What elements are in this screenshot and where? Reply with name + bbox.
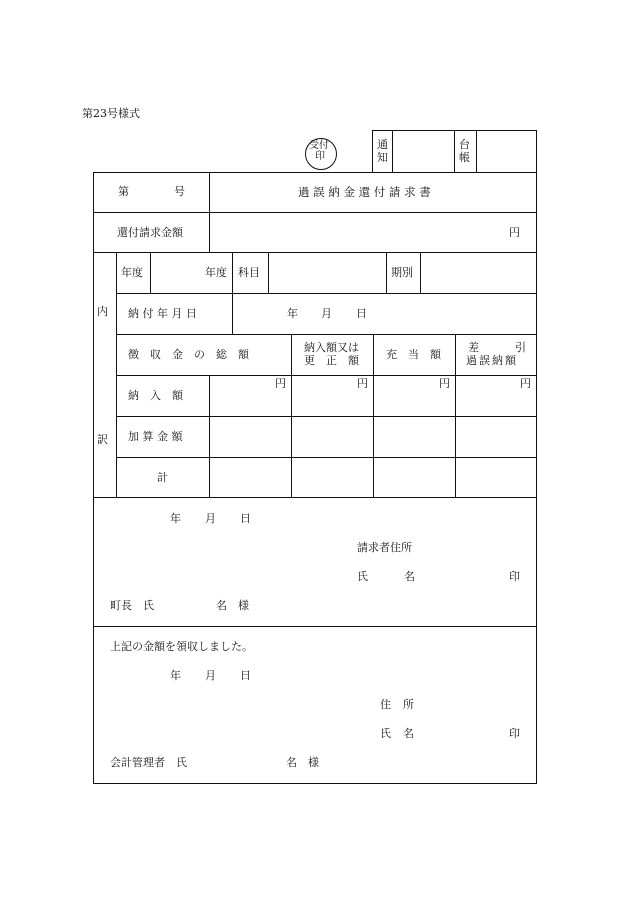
refund-amount-unit: 円 — [509, 226, 520, 239]
accounting-officer: 会計管理者 氏 — [110, 756, 187, 769]
period-label: 期別 — [391, 266, 413, 279]
col-line-420 — [420, 252, 421, 293]
yen-col-1: 円 — [275, 377, 286, 390]
col-line-116 — [116, 252, 117, 497]
diff-header-1a: 差 — [468, 341, 479, 354]
col-line-150 — [150, 252, 151, 293]
fiscal-year-label: 年度 — [121, 266, 143, 279]
subject-label: 科目 — [238, 266, 260, 279]
requester-seal: 印 — [509, 570, 520, 583]
request-month: 月 — [205, 512, 216, 525]
payment-year: 年 — [287, 307, 298, 320]
corrected-header-1: 納入額又は — [304, 341, 359, 354]
addressee-honorific: 名 様 — [216, 599, 249, 612]
receipt-name-b: 名 — [403, 727, 414, 740]
refund-amount-label: 還付請求金額 — [117, 226, 183, 239]
table-left-border — [93, 172, 94, 784]
applied-header: 充 当 額 — [386, 348, 441, 361]
ledger-char-2: 帳 — [459, 151, 470, 164]
document-title: 過 誤 納 金 還 付 請 求 書 — [298, 185, 431, 199]
row-line-252 — [93, 252, 537, 253]
stamp-text-2: 印 — [315, 151, 325, 162]
table-bottom-border — [93, 783, 537, 784]
requester-name-b: 名 — [404, 570, 415, 583]
receipt-year: 年 — [170, 669, 181, 682]
payment-day: 日 — [356, 307, 367, 320]
breakdown-char-1: 内 — [97, 305, 108, 318]
receipt-name-a: 氏 — [380, 727, 391, 740]
number-label-b: 号 — [174, 185, 185, 198]
col-line-209-top — [209, 172, 210, 252]
receipt-address-a: 住 — [380, 698, 391, 711]
row-line-457 — [116, 457, 537, 458]
surcharge-label: 加 算 金 額 — [128, 430, 183, 443]
col-line-232 — [232, 252, 233, 334]
requester-address-label: 請求者住所 — [357, 541, 412, 554]
total-collection-header: 徴 収 金 の 総 額 — [128, 348, 249, 361]
accounting-officer-honorific: 名 様 — [286, 756, 319, 769]
col-line-209-bottom — [209, 375, 210, 497]
box-divider-3 — [476, 130, 477, 172]
yen-col-2: 円 — [357, 377, 368, 390]
row-line-497 — [93, 497, 537, 498]
receipt-address-b: 所 — [403, 698, 414, 711]
col-line-455 — [455, 334, 456, 497]
diff-header-1b: 引 — [515, 341, 526, 354]
request-day: 日 — [240, 512, 251, 525]
yen-col-3: 円 — [439, 377, 450, 390]
row-line-416 — [116, 416, 537, 417]
notice-char-2: 知 — [377, 151, 388, 164]
notice-char-1: 通 — [377, 138, 388, 151]
addressee-mayor: 町長 氏 — [110, 599, 154, 612]
col-line-291 — [291, 334, 292, 497]
corrected-header-2: 更 正 額 — [304, 354, 359, 367]
payment-date-label: 納 付 年 月 日 — [128, 307, 197, 320]
box-divider-2 — [454, 130, 455, 172]
diff-header-2: 過誤納額 — [466, 354, 518, 367]
receipt-day: 日 — [240, 669, 251, 682]
receipt-statement: 上記の金額を領収しました。 — [110, 640, 253, 653]
number-label-a: 第 — [118, 185, 129, 198]
ledger-char-1: 台 — [459, 138, 470, 151]
payment-month: 月 — [321, 307, 332, 320]
row-line-375 — [116, 375, 537, 376]
col-line-386 — [386, 252, 387, 293]
fiscal-year-suffix: 年度 — [205, 266, 227, 279]
col-line-373 — [373, 334, 374, 497]
paid-amount-label: 納 入 額 — [128, 389, 183, 402]
yen-col-4: 円 — [520, 377, 531, 390]
box-divider-1 — [392, 130, 393, 172]
total-label: 計 — [157, 471, 168, 484]
row-line-626 — [93, 626, 537, 627]
form-number: 第23号様式 — [82, 107, 140, 120]
row-line-293 — [116, 293, 537, 294]
request-year: 年 — [170, 512, 181, 525]
breakdown-char-2: 訳 — [97, 433, 108, 446]
col-line-268 — [268, 252, 269, 293]
box-left-line — [372, 130, 373, 172]
row-line-334 — [116, 334, 537, 335]
row-line-172 — [93, 172, 537, 173]
receipt-month: 月 — [205, 669, 216, 682]
stamp-text-1: 受付 — [309, 140, 329, 151]
receipt-seal: 印 — [509, 727, 520, 740]
requester-name-a: 氏 — [357, 570, 368, 583]
row-line-212 — [93, 212, 537, 213]
